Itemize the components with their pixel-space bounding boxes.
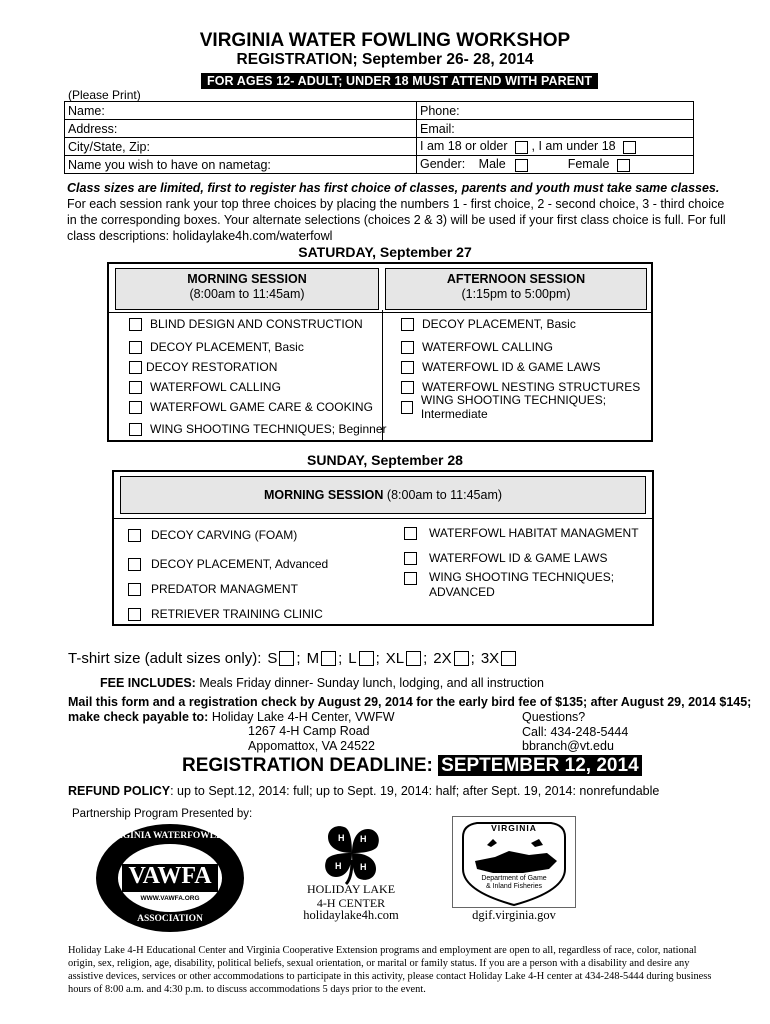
registration-info-table [64,101,694,174]
female-label: Female [567,157,610,172]
deadline-label: REGISTRATION DEADLINE: [182,755,433,776]
sat-pm-checkbox[interactable] [401,318,414,331]
vawfa-bottom-text: ASSOCIATION [137,914,203,924]
page-title: VIRGINIA WATER FOWLING WORKSHOP [199,30,571,51]
name-label: Name: [68,103,105,118]
sun-checkbox[interactable] [128,529,141,542]
name-field[interactable] [65,102,417,120]
sat-am-label: WING SHOOTING TECHNIQUES; Beginner [150,422,387,436]
tshirt-size-label: 3X [480,650,500,667]
sat-pm-option[interactable] [401,337,651,357]
tshirt-m-checkbox[interactable] [321,651,336,666]
tshirt-3x-checkbox[interactable] [501,651,516,666]
sunday-morning-title: MORNING SESSION [263,488,384,502]
saturday-afternoon-time: (1:15pm to 5:00pm) [461,287,571,301]
age-over-label: I am 18 or older [420,139,508,154]
svg-text:H: H [335,861,342,871]
age-field [417,138,694,156]
sun-option[interactable] [128,578,328,600]
saturday-morning-title: MORNING SESSION [187,272,307,286]
email-field[interactable] [417,120,694,138]
sunday-left-list [128,524,328,625]
sun-label: RETRIEVER TRAINING CLINIC [151,607,323,621]
payable-line [68,710,395,724]
sun-checkbox[interactable] [404,527,417,540]
refund-text: : up to Sept.12, 2014: full; up to Sept. 19, 2014: half; after Sept. 19, 2014: nonrefundable [170,784,660,798]
male-label: Male [478,157,506,172]
age-under-label: , I am under 18 [531,139,616,154]
sat-am-option[interactable] [129,357,387,377]
sat-pm-option[interactable] [401,393,651,421]
saturday-afternoon-list [401,314,651,421]
vawfa-mid-text: VAWFA [128,863,212,889]
tshirt-label: T-shirt size (adult sizes only): [68,650,262,667]
sat-pm-checkbox[interactable] [401,381,414,394]
four-h-logo [318,820,386,886]
sat-am-checkbox[interactable] [129,423,142,436]
refund-line [68,784,659,798]
sat-pm-checkbox[interactable] [401,361,414,374]
saturday-rule [109,312,651,313]
dgif-url[interactable]: dgif.virginia.gov [472,908,556,922]
tshirt-size-label: L [348,650,357,667]
vawfa-url: WWW.VAWFA.ORG [140,895,200,902]
tshirt-size-label: S [267,650,278,667]
age-banner [201,72,598,90]
instructions-emphasis: Class sizes are limited, first to register has first choice of classes, parents and youth must take same classes. [67,181,720,195]
sat-am-label: DECOY RESTORATION [146,360,278,374]
vawfa-top-text: VIRGINIA WATERFOWLERS [105,831,235,841]
sun-option[interactable] [404,522,639,544]
phone-label: Phone: [420,103,460,118]
dgif-logo [452,816,576,908]
sat-am-label: DECOY PLACEMENT, Basic [150,340,304,354]
sun-checkbox[interactable] [404,572,417,585]
vawfa-logo [94,822,246,934]
svg-text:H: H [360,862,367,872]
deadline-line [182,755,642,777]
address-line-1: 1267 4-H Camp Road [248,724,370,738]
tshirt-s-checkbox[interactable] [279,651,294,666]
sat-am-checkbox[interactable] [129,381,142,394]
sat-am-checkbox[interactable] [129,341,142,354]
sat-pm-checkbox[interactable] [401,341,414,354]
city-field[interactable] [65,138,417,156]
dgif-top-text: VIRGINIA [491,823,537,833]
sat-am-label: WATERFOWL CALLING [150,380,281,394]
sat-pm-label: WATERFOWL CALLING [422,340,553,354]
questions-label: Questions? [522,710,586,724]
page-subtitle: REGISTRATION; September 26- 28, 2014 [236,51,534,68]
tshirt-2x-checkbox[interactable] [454,651,469,666]
fee-label: FEE INCLUDES: [100,676,196,690]
sunday-morning-header [120,476,646,514]
sat-am-option[interactable] [129,337,387,357]
contact-phone: Call: 434-248-5444 [522,724,629,739]
sat-pm-label: WATERFOWL NESTING STRUCTURES [422,380,641,394]
holiday-lake-url[interactable]: holidaylake4h.com [303,908,399,922]
svg-text:H: H [360,834,367,844]
gender-label: Gender: [420,157,466,172]
sat-am-option[interactable] [129,314,387,334]
sun-option[interactable] [128,524,328,546]
sun-label: WATERFOWL ID & GAME LAWS [429,551,608,565]
nametag-label: Name you wish to have on nametag: [68,157,271,172]
sun-label: DECOY CARVING (FOAM) [151,528,298,542]
sun-option[interactable] [128,603,328,625]
sun-label: WATERFOWL HABITAT MANAGMENT [429,526,639,540]
sunday-morning-time: (8:00am to 11:45am) [383,488,503,502]
sun-label: WING SHOOTING TECHNIQUES; [429,570,615,584]
saturday-morning-list [129,314,387,439]
sun-label-cont: ADVANCED [429,585,495,599]
saturday-title: SATURDAY, September 27 [298,244,472,260]
sun-option[interactable] [404,570,639,600]
holiday-lake-line2: 4-H CENTER [316,896,386,910]
sunday-rule [114,518,652,519]
gender-field [417,156,694,174]
payee: Holiday Lake 4-H Center, VWFW [211,710,395,724]
saturday-afternoon-header [385,268,647,310]
female-checkbox[interactable] [617,159,630,172]
footer-disclaimer: Holiday Lake 4-H Educational Center and Virginia Cooperative Extension programs and employment are open to all, regardless of race, color, national origin, sex, religion, age, disability, political beliefs, sexual orientation, or marital or family status. If you are a person with a disability and desire any assistive devices, services or other accommodations to participate in this activity, please contact Holiday Lake 4-H center at 434-248-5444 during business hours of 8:00 a.m. and 4:30 p.m. to discuss accommodations 5 days prior to the event. [68,945,712,995]
fee-line [100,676,544,690]
payable-label: make check payable to: [68,710,209,724]
sun-label: PREDATOR MANAGMENT [151,582,298,596]
instructions-text: For each session rank your top three choices by placing the numbers 1 - first choice, 2 - second choice, 3 - third choice in the corresponding boxes. Your alternate selections (choices 2 & 3) will be used if your first class choice is full. For full class descriptions: holidaylake4h.com/waterfowl [67,197,726,243]
dgif-dept-text [453,875,575,891]
age-banner-text: FOR AGES 12- ADULT; UNDER 18 MUST ATTEND WITH PARENT [201,73,598,89]
saturday-box [107,262,653,442]
tshirt-row: T-shirt size (adult sizes only): S ; M ; L ; XL ; 2X ; 3X [68,650,518,667]
dgif-text-line2: & Inland Fisheries [485,883,543,890]
contact-email[interactable]: bbranch@vt.edu [522,739,614,753]
sun-checkbox[interactable] [128,558,141,571]
sat-pm-option[interactable] [401,314,651,334]
sat-am-option[interactable] [129,419,387,439]
sat-am-option[interactable] [129,397,387,417]
please-print-label: (Please Print) [68,88,141,102]
fee-text: Meals Friday dinner- Sunday lunch, lodging, and all instruction [195,676,544,690]
email-label: Email: [420,121,455,136]
svg-text:H: H [338,833,345,843]
age-over-checkbox[interactable] [515,141,528,154]
address-label: Address: [68,121,118,136]
holiday-lake-name [276,882,426,910]
sat-am-label: WATERFOWL GAME CARE & COOKING [150,400,373,414]
sat-am-label: BLIND DESIGN AND CONSTRUCTION [150,317,363,331]
sat-am-option[interactable] [129,377,387,397]
dgif-text-line1: Department of Game [481,875,547,882]
mail-address [248,724,375,754]
tshirt-size-label: M [306,650,320,667]
saturday-afternoon-title: AFTERNOON SESSION [446,272,586,286]
phone-field[interactable] [417,102,694,120]
address-line-2: Appomattox, VA 24522 [248,739,375,753]
refund-label: REFUND POLICY [68,784,171,798]
sun-checkbox[interactable] [404,552,417,565]
sun-label: DECOY PLACEMENT, Advanced [151,557,329,571]
sat-pm-label: WATERFOWL ID & GAME LAWS [422,360,601,374]
sat-pm-checkbox[interactable] [401,401,413,414]
saturday-morning-time: (8:00am to 11:45am) [189,287,305,301]
sun-option[interactable] [128,553,328,575]
tshirt-xl-checkbox[interactable] [406,651,421,666]
tshirt-size-label: XL [385,650,405,667]
sat-am-checkbox[interactable] [129,318,142,331]
sat-pm-option[interactable] [401,357,651,377]
sun-checkbox[interactable] [128,583,141,596]
sunday-right-list [404,522,639,600]
saturday-morning-header [115,268,379,310]
instructions-paragraph [67,180,727,244]
sunday-box [112,470,654,626]
tshirt-size-label: 2X [433,650,452,667]
sun-checkbox[interactable] [128,608,141,621]
partnership-label: Partnership Program Presented by: [72,808,253,820]
sun-option[interactable] [404,547,639,569]
deadline-date: SEPTEMBER 12, 2014 [438,755,641,776]
sat-am-checkbox[interactable] [129,361,142,374]
sat-pm-label: WING SHOOTING TECHNIQUES; Intermediate [420,393,607,421]
holiday-lake-line1: HOLIDAY LAKE [306,882,396,896]
city-label: City/State, Zip: [68,139,150,154]
tshirt-l-checkbox[interactable] [359,651,374,666]
questions-block [522,710,628,754]
sat-pm-label: DECOY PLACEMENT, Basic [422,317,576,331]
sat-am-checkbox[interactable] [129,401,142,414]
sunday-title: SUNDAY, September 28 [307,452,463,468]
nametag-field[interactable] [65,156,417,174]
clover-icon [318,820,386,886]
address-field[interactable] [65,120,417,138]
mail-line: Mail this form and a registration check by August 29, 2014 for the early bird fee of $135; after August 29, 2014 $145; [68,695,752,709]
age-under-checkbox[interactable] [623,141,636,154]
male-checkbox[interactable] [515,159,528,172]
